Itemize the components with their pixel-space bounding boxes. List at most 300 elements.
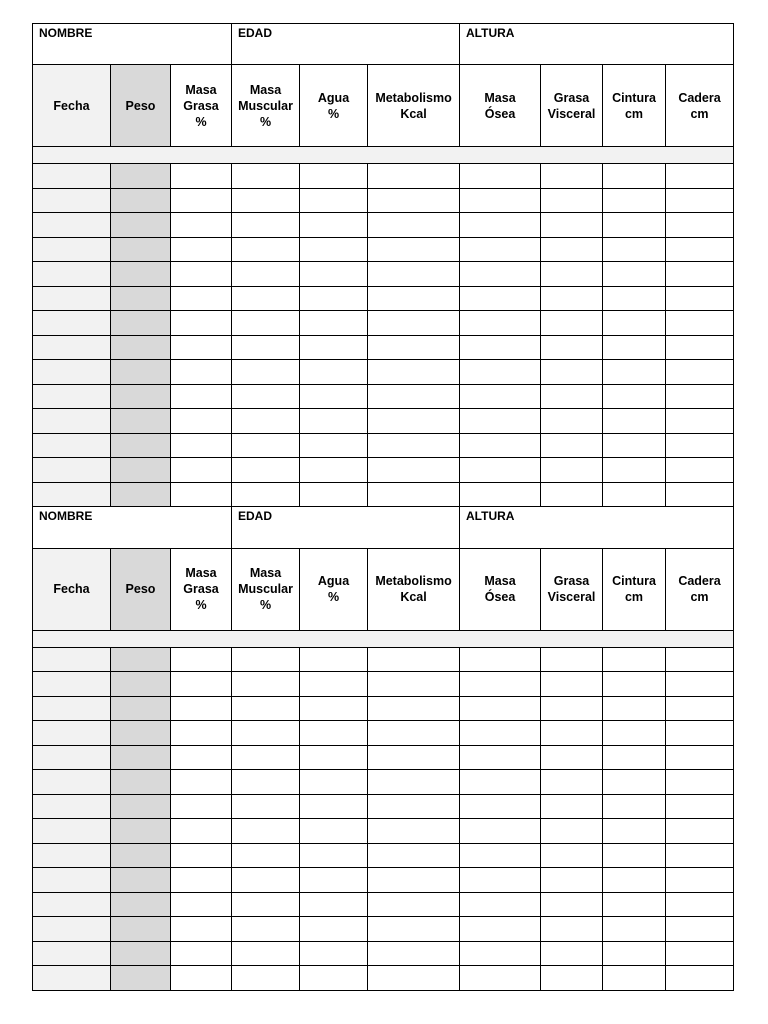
- cell-cadera[interactable]: [666, 458, 734, 483]
- info-row: [33, 24, 734, 65]
- cell-masa-muscular[interactable]: [232, 917, 300, 942]
- cell-grasa-visceral[interactable]: [541, 892, 603, 917]
- cell-peso[interactable]: [111, 868, 171, 893]
- cell-cintura[interactable]: [603, 433, 666, 458]
- cell-cintura[interactable]: [603, 311, 666, 336]
- edad-label: EDAD: [238, 509, 273, 523]
- cell-cadera[interactable]: [666, 384, 734, 409]
- table-row: [33, 917, 734, 942]
- cell-grasa-visceral[interactable]: [541, 335, 603, 360]
- cell-masa-osea[interactable]: [460, 745, 541, 770]
- cell-cadera[interactable]: [666, 696, 734, 721]
- cell-metabolismo[interactable]: [368, 458, 460, 483]
- cell-grasa-visceral[interactable]: [541, 672, 603, 697]
- cell-peso[interactable]: [111, 917, 171, 942]
- cell-peso[interactable]: [111, 745, 171, 770]
- cell-cintura[interactable]: [603, 647, 666, 672]
- cell-cintura[interactable]: [603, 819, 666, 844]
- cell-masa-osea[interactable]: [460, 794, 541, 819]
- altura-field[interactable]: [460, 24, 734, 65]
- cell-fecha[interactable]: [33, 188, 111, 213]
- cell-fecha[interactable]: [33, 335, 111, 360]
- cell-masa-muscular[interactable]: [232, 311, 300, 336]
- cell-agua[interactable]: [300, 770, 368, 795]
- cell-fecha[interactable]: [33, 262, 111, 287]
- cell-masa-osea[interactable]: [460, 770, 541, 795]
- cell-masa-osea[interactable]: [460, 262, 541, 287]
- cell-masa-muscular[interactable]: [232, 770, 300, 795]
- cell-peso[interactable]: [111, 770, 171, 795]
- cell-masa-grasa[interactable]: [171, 868, 232, 893]
- cell-grasa-visceral[interactable]: [541, 237, 603, 262]
- cell-grasa-visceral[interactable]: [541, 721, 603, 746]
- cell-masa-osea[interactable]: [460, 311, 541, 336]
- cell-masa-osea[interactable]: [460, 892, 541, 917]
- cell-fecha[interactable]: [33, 384, 111, 409]
- cell-masa-grasa[interactable]: [171, 213, 232, 238]
- cell-fecha[interactable]: [33, 794, 111, 819]
- cell-metabolismo[interactable]: [368, 262, 460, 287]
- cell-masa-grasa[interactable]: [171, 237, 232, 262]
- cell-cadera[interactable]: [666, 721, 734, 746]
- cell-masa-osea[interactable]: [460, 213, 541, 238]
- table-row: [33, 188, 734, 213]
- cell-cadera[interactable]: [666, 409, 734, 434]
- cell-agua[interactable]: [300, 843, 368, 868]
- cell-cintura[interactable]: [603, 892, 666, 917]
- cell-fecha[interactable]: [33, 843, 111, 868]
- cell-cadera[interactable]: [666, 819, 734, 844]
- cell-grasa-visceral[interactable]: [541, 384, 603, 409]
- cell-masa-osea[interactable]: [460, 409, 541, 434]
- cell-masa-osea[interactable]: [460, 721, 541, 746]
- cell-masa-muscular[interactable]: [232, 966, 300, 991]
- cell-masa-osea[interactable]: [460, 819, 541, 844]
- cell-fecha[interactable]: [33, 770, 111, 795]
- cell-masa-grasa[interactable]: [171, 819, 232, 844]
- cell-grasa-visceral[interactable]: [541, 164, 603, 189]
- cell-cadera[interactable]: [666, 966, 734, 991]
- cell-cintura[interactable]: [603, 286, 666, 311]
- cell-agua[interactable]: [300, 721, 368, 746]
- cell-agua[interactable]: [300, 647, 368, 672]
- cell-grasa-visceral[interactable]: [541, 311, 603, 336]
- cell-masa-grasa[interactable]: [171, 794, 232, 819]
- cell-metabolismo[interactable]: [368, 237, 460, 262]
- cell-metabolismo[interactable]: [368, 843, 460, 868]
- cell-masa-grasa[interactable]: [171, 262, 232, 287]
- cell-masa-grasa[interactable]: [171, 482, 232, 507]
- cell-agua[interactable]: [300, 213, 368, 238]
- cell-cadera[interactable]: [666, 311, 734, 336]
- cell-masa-grasa[interactable]: [171, 721, 232, 746]
- cell-fecha[interactable]: [33, 819, 111, 844]
- cell-peso[interactable]: [111, 647, 171, 672]
- cell-grasa-visceral[interactable]: [541, 794, 603, 819]
- cell-cintura[interactable]: [603, 917, 666, 942]
- cell-cadera[interactable]: [666, 262, 734, 287]
- cell-masa-grasa[interactable]: [171, 917, 232, 942]
- cell-fecha[interactable]: [33, 286, 111, 311]
- cell-fecha[interactable]: [33, 237, 111, 262]
- cell-grasa-visceral[interactable]: [541, 917, 603, 942]
- cell-masa-osea[interactable]: [460, 647, 541, 672]
- cell-metabolismo[interactable]: [368, 794, 460, 819]
- cell-masa-grasa[interactable]: [171, 696, 232, 721]
- cell-cadera[interactable]: [666, 770, 734, 795]
- cell-masa-grasa[interactable]: [171, 892, 232, 917]
- cell-fecha[interactable]: [33, 433, 111, 458]
- cell-cadera[interactable]: [666, 164, 734, 189]
- cell-metabolismo[interactable]: [368, 188, 460, 213]
- cell-cadera[interactable]: [666, 868, 734, 893]
- cell-grasa-visceral[interactable]: [541, 868, 603, 893]
- cell-agua[interactable]: [300, 917, 368, 942]
- cell-cintura[interactable]: [603, 770, 666, 795]
- cell-masa-osea[interactable]: [460, 458, 541, 483]
- edad-field[interactable]: [232, 507, 460, 548]
- header-fecha: Fecha: [33, 65, 111, 147]
- cell-cintura[interactable]: [603, 237, 666, 262]
- cell-peso[interactable]: [111, 966, 171, 991]
- cell-masa-muscular[interactable]: [232, 164, 300, 189]
- cell-cadera[interactable]: [666, 917, 734, 942]
- table-row: [33, 360, 734, 385]
- cell-peso[interactable]: [111, 696, 171, 721]
- cell-masa-grasa[interactable]: [171, 745, 232, 770]
- cell-cintura[interactable]: [603, 335, 666, 360]
- cell-agua[interactable]: [300, 482, 368, 507]
- cell-masa-muscular[interactable]: [232, 384, 300, 409]
- cell-agua[interactable]: [300, 696, 368, 721]
- cell-fecha[interactable]: [33, 482, 111, 507]
- cell-agua[interactable]: [300, 868, 368, 893]
- cell-agua[interactable]: [300, 819, 368, 844]
- cell-peso[interactable]: [111, 433, 171, 458]
- cell-fecha[interactable]: [33, 458, 111, 483]
- cell-peso[interactable]: [111, 286, 171, 311]
- cell-agua[interactable]: [300, 335, 368, 360]
- cell-grasa-visceral[interactable]: [541, 819, 603, 844]
- cell-agua[interactable]: [300, 311, 368, 336]
- cell-peso[interactable]: [111, 892, 171, 917]
- cell-fecha[interactable]: [33, 213, 111, 238]
- cell-grasa-visceral[interactable]: [541, 770, 603, 795]
- cell-masa-muscular[interactable]: [232, 696, 300, 721]
- edad-field[interactable]: [232, 24, 460, 65]
- cell-cintura[interactable]: [603, 794, 666, 819]
- cell-masa-osea[interactable]: [460, 237, 541, 262]
- cell-fecha[interactable]: [33, 647, 111, 672]
- cell-cintura[interactable]: [603, 409, 666, 434]
- cell-cadera[interactable]: [666, 941, 734, 966]
- cell-metabolismo[interactable]: [368, 917, 460, 942]
- cell-fecha[interactable]: [33, 360, 111, 385]
- cell-masa-muscular[interactable]: [232, 745, 300, 770]
- nombre-field[interactable]: [33, 24, 232, 65]
- cell-cadera[interactable]: [666, 745, 734, 770]
- cell-agua[interactable]: [300, 262, 368, 287]
- cell-metabolismo[interactable]: [368, 819, 460, 844]
- cell-grasa-visceral[interactable]: [541, 966, 603, 991]
- cell-masa-grasa[interactable]: [171, 966, 232, 991]
- cell-peso[interactable]: [111, 794, 171, 819]
- cell-grasa-visceral[interactable]: [541, 941, 603, 966]
- cell-cintura[interactable]: [603, 482, 666, 507]
- cell-masa-grasa[interactable]: [171, 433, 232, 458]
- cell-agua[interactable]: [300, 672, 368, 697]
- cell-metabolismo[interactable]: [368, 213, 460, 238]
- cell-masa-muscular[interactable]: [232, 819, 300, 844]
- cell-masa-muscular[interactable]: [232, 335, 300, 360]
- cell-masa-osea[interactable]: [460, 164, 541, 189]
- altura-field[interactable]: [460, 507, 734, 548]
- cell-cadera[interactable]: [666, 794, 734, 819]
- cell-masa-grasa[interactable]: [171, 409, 232, 434]
- cell-masa-muscular[interactable]: [232, 672, 300, 697]
- cell-masa-osea[interactable]: [460, 966, 541, 991]
- cell-cadera[interactable]: [666, 892, 734, 917]
- cell-masa-muscular[interactable]: [232, 458, 300, 483]
- cell-masa-grasa[interactable]: [171, 458, 232, 483]
- cell-peso[interactable]: [111, 188, 171, 213]
- cell-masa-osea[interactable]: [460, 188, 541, 213]
- cell-masa-osea[interactable]: [460, 360, 541, 385]
- header-cadera: Cadera cm: [666, 548, 734, 630]
- cell-masa-muscular[interactable]: [232, 794, 300, 819]
- cell-peso[interactable]: [111, 384, 171, 409]
- cell-metabolismo[interactable]: [368, 360, 460, 385]
- cell-metabolismo[interactable]: [368, 335, 460, 360]
- cell-metabolismo[interactable]: [368, 286, 460, 311]
- cell-masa-grasa[interactable]: [171, 188, 232, 213]
- cell-masa-muscular[interactable]: [232, 868, 300, 893]
- nombre-label: NOMBRE: [39, 26, 93, 40]
- cell-grasa-visceral[interactable]: [541, 482, 603, 507]
- cell-metabolismo[interactable]: [368, 311, 460, 336]
- cell-masa-grasa[interactable]: [171, 164, 232, 189]
- cell-cintura[interactable]: [603, 843, 666, 868]
- nombre-field[interactable]: [33, 507, 232, 548]
- cell-masa-grasa[interactable]: [171, 647, 232, 672]
- cell-agua[interactable]: [300, 384, 368, 409]
- cell-masa-osea[interactable]: [460, 696, 541, 721]
- cell-fecha[interactable]: [33, 917, 111, 942]
- cell-agua[interactable]: [300, 892, 368, 917]
- cell-metabolismo[interactable]: [368, 868, 460, 893]
- cell-cintura[interactable]: [603, 262, 666, 287]
- cell-masa-osea[interactable]: [460, 941, 541, 966]
- cell-peso[interactable]: [111, 843, 171, 868]
- cell-peso[interactable]: [111, 672, 171, 697]
- cell-agua[interactable]: [300, 188, 368, 213]
- cell-fecha[interactable]: [33, 745, 111, 770]
- cell-masa-muscular[interactable]: [232, 892, 300, 917]
- cell-masa-osea[interactable]: [460, 433, 541, 458]
- cell-agua[interactable]: [300, 745, 368, 770]
- cell-agua[interactable]: [300, 409, 368, 434]
- header-agua: Agua %: [300, 548, 368, 630]
- cell-masa-muscular[interactable]: [232, 843, 300, 868]
- cell-grasa-visceral[interactable]: [541, 262, 603, 287]
- cell-masa-muscular[interactable]: [232, 647, 300, 672]
- cell-cintura[interactable]: [603, 868, 666, 893]
- cell-fecha[interactable]: [33, 868, 111, 893]
- cell-masa-muscular[interactable]: [232, 941, 300, 966]
- cell-masa-grasa[interactable]: [171, 311, 232, 336]
- cell-metabolismo[interactable]: [368, 433, 460, 458]
- cell-metabolismo[interactable]: [368, 770, 460, 795]
- cell-grasa-visceral[interactable]: [541, 696, 603, 721]
- cell-cadera[interactable]: [666, 237, 734, 262]
- cell-metabolismo[interactable]: [368, 482, 460, 507]
- cell-grasa-visceral[interactable]: [541, 188, 603, 213]
- header-cintura: Cintura cm: [603, 65, 666, 147]
- cell-metabolismo[interactable]: [368, 966, 460, 991]
- cell-cintura[interactable]: [603, 213, 666, 238]
- cell-metabolismo[interactable]: [368, 892, 460, 917]
- cell-cadera[interactable]: [666, 188, 734, 213]
- cell-metabolismo[interactable]: [368, 409, 460, 434]
- cell-cintura[interactable]: [603, 384, 666, 409]
- cell-peso[interactable]: [111, 164, 171, 189]
- cell-fecha[interactable]: [33, 721, 111, 746]
- cell-agua[interactable]: [300, 237, 368, 262]
- cell-peso[interactable]: [111, 237, 171, 262]
- cell-fecha[interactable]: [33, 966, 111, 991]
- cell-cintura[interactable]: [603, 164, 666, 189]
- cell-peso[interactable]: [111, 262, 171, 287]
- cell-cintura[interactable]: [603, 696, 666, 721]
- cell-grasa-visceral[interactable]: [541, 745, 603, 770]
- cell-cadera[interactable]: [666, 672, 734, 697]
- cell-agua[interactable]: [300, 941, 368, 966]
- cell-fecha[interactable]: [33, 164, 111, 189]
- cell-peso[interactable]: [111, 360, 171, 385]
- cell-cintura[interactable]: [603, 966, 666, 991]
- cell-masa-osea[interactable]: [460, 482, 541, 507]
- cell-agua[interactable]: [300, 286, 368, 311]
- cell-masa-grasa[interactable]: [171, 335, 232, 360]
- cell-cadera[interactable]: [666, 482, 734, 507]
- cell-masa-osea[interactable]: [460, 384, 541, 409]
- cell-peso[interactable]: [111, 213, 171, 238]
- cell-grasa-visceral[interactable]: [541, 647, 603, 672]
- cell-metabolismo[interactable]: [368, 721, 460, 746]
- cell-cadera[interactable]: [666, 647, 734, 672]
- cell-fecha[interactable]: [33, 696, 111, 721]
- cell-cadera[interactable]: [666, 360, 734, 385]
- cell-masa-osea[interactable]: [460, 672, 541, 697]
- cell-grasa-visceral[interactable]: [541, 409, 603, 434]
- cell-cintura[interactable]: [603, 188, 666, 213]
- cell-metabolismo[interactable]: [368, 384, 460, 409]
- cell-grasa-visceral[interactable]: [541, 360, 603, 385]
- cell-masa-grasa[interactable]: [171, 360, 232, 385]
- spacer-row: [33, 147, 734, 164]
- cell-masa-grasa[interactable]: [171, 770, 232, 795]
- cell-masa-osea[interactable]: [460, 917, 541, 942]
- cell-peso[interactable]: [111, 482, 171, 507]
- cell-masa-muscular[interactable]: [232, 721, 300, 746]
- cell-metabolismo[interactable]: [368, 745, 460, 770]
- cell-masa-grasa[interactable]: [171, 843, 232, 868]
- cell-peso[interactable]: [111, 819, 171, 844]
- cell-masa-muscular[interactable]: [232, 237, 300, 262]
- cell-cadera[interactable]: [666, 843, 734, 868]
- cell-masa-osea[interactable]: [460, 868, 541, 893]
- cell-agua[interactable]: [300, 164, 368, 189]
- cell-peso[interactable]: [111, 409, 171, 434]
- cell-cintura[interactable]: [603, 360, 666, 385]
- cell-peso[interactable]: [111, 311, 171, 336]
- cell-metabolismo[interactable]: [368, 672, 460, 697]
- cell-cintura[interactable]: [603, 672, 666, 697]
- cell-masa-grasa[interactable]: [171, 941, 232, 966]
- cell-grasa-visceral[interactable]: [541, 286, 603, 311]
- cell-grasa-visceral[interactable]: [541, 433, 603, 458]
- cell-agua[interactable]: [300, 794, 368, 819]
- cell-fecha[interactable]: [33, 672, 111, 697]
- cell-masa-muscular[interactable]: [232, 213, 300, 238]
- cell-cintura[interactable]: [603, 458, 666, 483]
- cell-masa-osea[interactable]: [460, 843, 541, 868]
- cell-masa-muscular[interactable]: [232, 286, 300, 311]
- cell-masa-osea[interactable]: [460, 286, 541, 311]
- cell-cadera[interactable]: [666, 213, 734, 238]
- cell-fecha[interactable]: [33, 892, 111, 917]
- cell-peso[interactable]: [111, 458, 171, 483]
- cell-fecha[interactable]: [33, 311, 111, 336]
- cell-cintura[interactable]: [603, 941, 666, 966]
- cell-fecha[interactable]: [33, 941, 111, 966]
- cell-masa-grasa[interactable]: [171, 286, 232, 311]
- cell-cadera[interactable]: [666, 433, 734, 458]
- altura-label: ALTURA: [466, 26, 515, 40]
- cell-masa-muscular[interactable]: [232, 409, 300, 434]
- cell-grasa-visceral[interactable]: [541, 458, 603, 483]
- cell-masa-muscular[interactable]: [232, 433, 300, 458]
- cell-metabolismo[interactable]: [368, 941, 460, 966]
- table-row: [33, 237, 734, 262]
- cell-fecha[interactable]: [33, 409, 111, 434]
- cell-cintura[interactable]: [603, 721, 666, 746]
- cell-masa-muscular[interactable]: [232, 262, 300, 287]
- cell-peso[interactable]: [111, 335, 171, 360]
- table-row: [33, 672, 734, 697]
- cell-metabolismo[interactable]: [368, 696, 460, 721]
- cell-masa-muscular[interactable]: [232, 482, 300, 507]
- cell-grasa-visceral[interactable]: [541, 843, 603, 868]
- cell-masa-muscular[interactable]: [232, 360, 300, 385]
- cell-masa-osea[interactable]: [460, 335, 541, 360]
- cell-masa-grasa[interactable]: [171, 384, 232, 409]
- cell-masa-grasa[interactable]: [171, 672, 232, 697]
- cell-cadera[interactable]: [666, 286, 734, 311]
- cell-metabolismo[interactable]: [368, 647, 460, 672]
- cell-agua[interactable]: [300, 360, 368, 385]
- cell-agua[interactable]: [300, 433, 368, 458]
- cell-agua[interactable]: [300, 966, 368, 991]
- cell-masa-muscular[interactable]: [232, 188, 300, 213]
- cell-metabolismo[interactable]: [368, 164, 460, 189]
- cell-peso[interactable]: [111, 721, 171, 746]
- cell-cadera[interactable]: [666, 335, 734, 360]
- cell-agua[interactable]: [300, 458, 368, 483]
- cell-grasa-visceral[interactable]: [541, 213, 603, 238]
- cell-peso[interactable]: [111, 941, 171, 966]
- cell-cintura[interactable]: [603, 745, 666, 770]
